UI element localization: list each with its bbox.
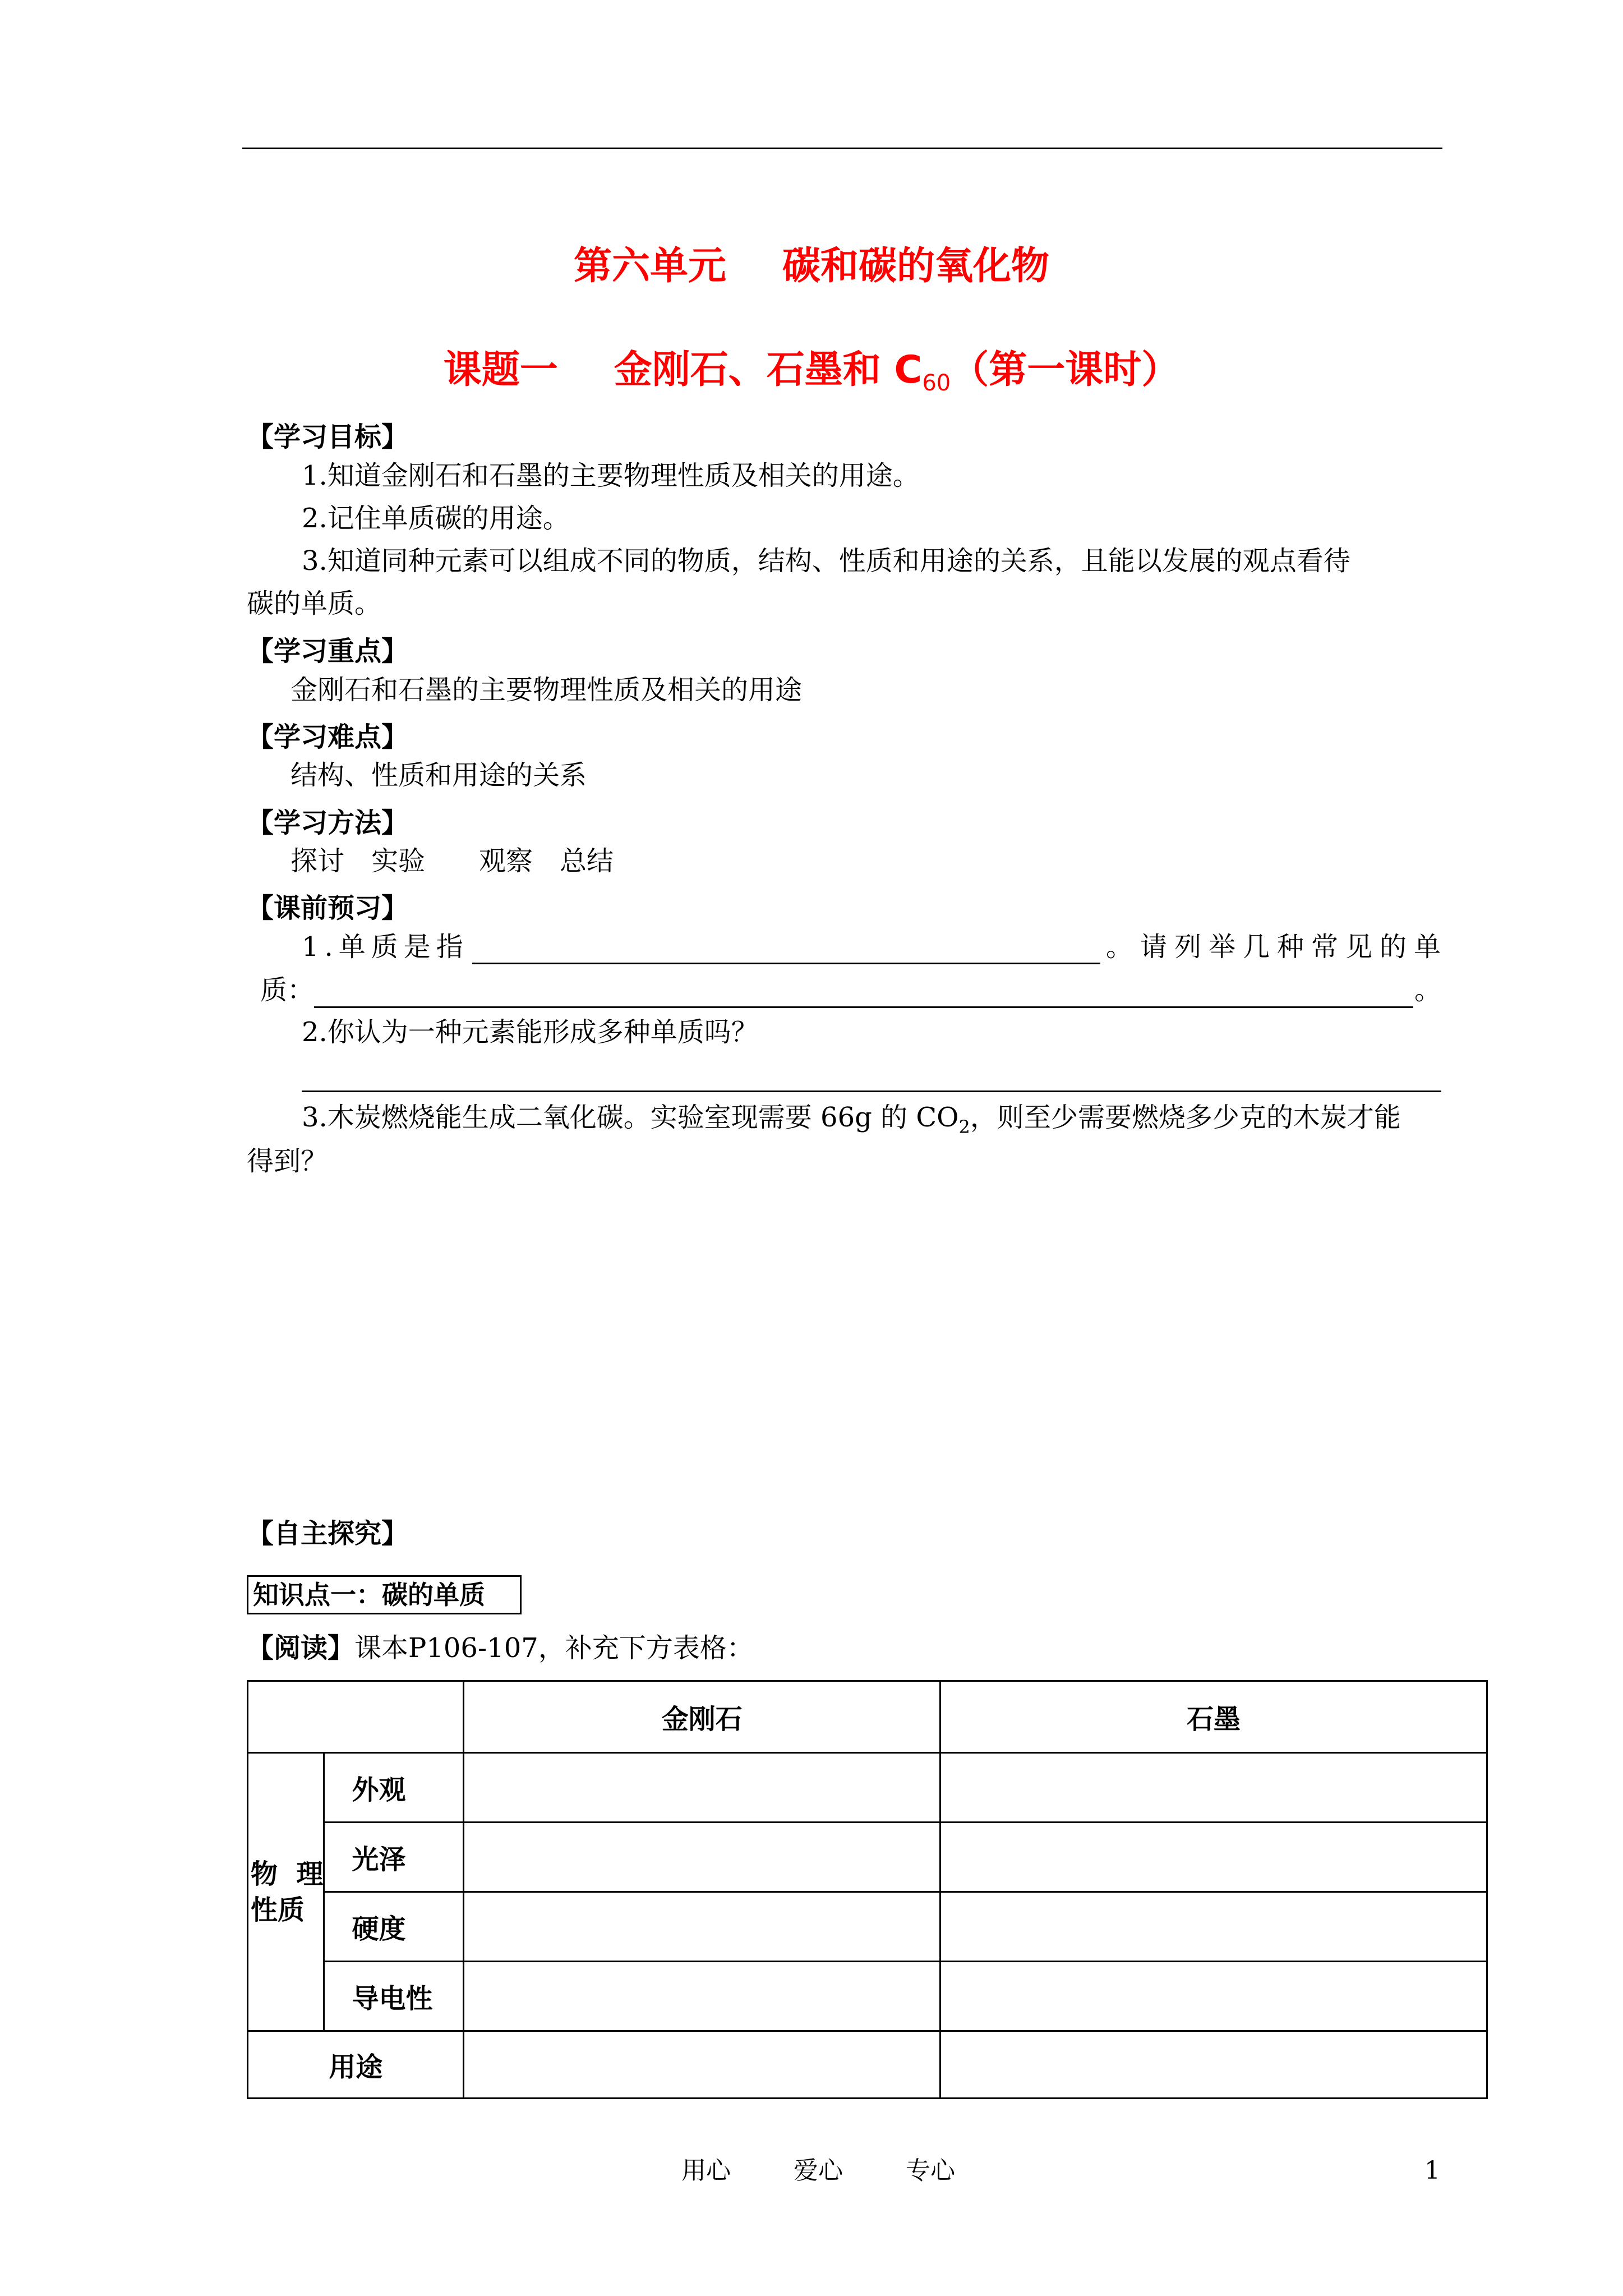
cell-graphite-usage[interactable] — [940, 2031, 1487, 2099]
read-text: 课本P106-107，补充下方表格： — [354, 1632, 754, 1664]
table-header-row — [248, 1681, 1487, 1753]
table-row — [248, 1892, 1487, 1962]
lesson-name-post: （第一课时） — [951, 348, 1180, 392]
table-row — [248, 1962, 1487, 2031]
lesson-title — [0, 339, 1623, 396]
row-label-hardness: 硬度 — [324, 1892, 464, 1962]
preview-q1-prompt: 。请列举几种常见的单 — [1106, 931, 1449, 963]
method-item: 探讨 — [291, 845, 345, 877]
preview-q1-end: 。 — [1414, 974, 1442, 1006]
explore-heading: 【自主探究】 — [247, 1518, 409, 1549]
unit-name: 碳和碳的氧化物 — [782, 244, 1050, 288]
col-header-graphite: 石墨 — [940, 1681, 1487, 1753]
method-item: 总结 — [560, 845, 614, 877]
preview-q3-text-2: ，则至少需要燃烧多少克的木炭才能 — [970, 1102, 1401, 1133]
table-row — [248, 1823, 1487, 1892]
preview-q2-answer-blank[interactable] — [302, 1069, 1441, 1092]
page-number: 1 — [1424, 2156, 1440, 2185]
preview-q3-subscript: 2 — [958, 1116, 970, 1138]
cell-diamond-hardness[interactable] — [464, 1892, 940, 1962]
preview-heading: 【课前预习】 — [247, 892, 409, 924]
preview-q1-label: 1.单质是指 — [302, 931, 469, 963]
read-instruction — [247, 1631, 754, 1665]
key-points-heading: 【学习重点】 — [247, 636, 409, 667]
methods-list — [291, 844, 614, 878]
difficulties-text: 结构、性质和用途的关系 — [291, 760, 587, 791]
cell-graphite-luster[interactable] — [940, 1823, 1487, 1892]
unit-title — [0, 236, 1623, 290]
cell-graphite-conductivity[interactable] — [940, 1962, 1487, 2031]
goals-heading: 【学习目标】 — [247, 421, 409, 453]
goal-item-3: 3.知道同种元素可以组成不同的物质，结构、性质和用途的关系，且能以发展的观点看待 — [302, 545, 1350, 577]
lesson-name-subscript: 60 — [922, 370, 951, 396]
table-corner-cell — [248, 1681, 464, 1753]
method-item: 观察 — [479, 845, 533, 877]
cell-graphite-hardness[interactable] — [940, 1892, 1487, 1962]
physical-label-line-1: 物 理 — [251, 1858, 324, 1890]
difficulties-heading: 【学习难点】 — [247, 721, 409, 753]
footer-item: 爱心 — [794, 2156, 843, 2185]
preview-q2: 2.你认为一种元素能形成多种单质吗？ — [302, 1016, 758, 1048]
unit-number: 第六单元 — [573, 244, 726, 288]
read-label: 【阅读】 — [247, 1632, 355, 1664]
header-rule — [242, 148, 1442, 149]
goal-item-2: 2.记住单质碳的用途。 — [302, 503, 570, 534]
preview-q3-cont: 得到？ — [247, 1145, 328, 1177]
cell-diamond-appearance[interactable] — [464, 1753, 940, 1823]
col-header-diamond: 金刚石 — [464, 1681, 940, 1753]
cell-graphite-appearance[interactable] — [940, 1753, 1487, 1823]
methods-heading: 【学习方法】 — [247, 807, 409, 839]
comparison-table — [247, 1680, 1488, 2099]
cell-diamond-conductivity[interactable] — [464, 1962, 940, 2031]
preview-q1-answer-blank[interactable] — [314, 985, 1413, 1008]
physical-properties-label — [248, 1753, 324, 2031]
knowledge-point-box: 知识点一：碳的单质 — [247, 1575, 522, 1614]
physical-label-line-2: 性质 — [251, 1894, 305, 1926]
row-label-usage: 用途 — [248, 2031, 464, 2099]
row-label-appearance: 外观 — [324, 1753, 464, 1823]
footer-item: 用心 — [681, 2156, 731, 2185]
preview-q1-label-2: 质： — [260, 974, 315, 1006]
preview-q3 — [302, 1101, 1401, 1144]
lesson-number: 课题一 — [443, 348, 558, 392]
lesson-name-pre: 金刚石、石墨和 C — [614, 348, 923, 392]
preview-q1-blank[interactable] — [472, 941, 1100, 964]
row-label-conductivity: 导电性 — [324, 1962, 464, 2031]
row-label-luster: 光泽 — [324, 1823, 464, 1892]
key-points-text: 金刚石和石墨的主要物理性质及相关的用途 — [291, 674, 803, 706]
cell-diamond-luster[interactable] — [464, 1823, 940, 1892]
goal-item-3-cont: 碳的单质。 — [247, 588, 382, 619]
footer-item: 专心 — [906, 2156, 955, 2185]
preview-q3-text: 3.木炭燃烧能生成二氧化碳。实验室现需要 66g 的 CO — [302, 1102, 959, 1133]
table-row — [248, 2031, 1487, 2099]
cell-diamond-usage[interactable] — [464, 2031, 940, 2099]
goal-item-1: 1.知道金刚石和石墨的主要物理性质及相关的用途。 — [302, 460, 920, 491]
method-item: 实验 — [371, 845, 426, 877]
table-row — [248, 1753, 1487, 1823]
